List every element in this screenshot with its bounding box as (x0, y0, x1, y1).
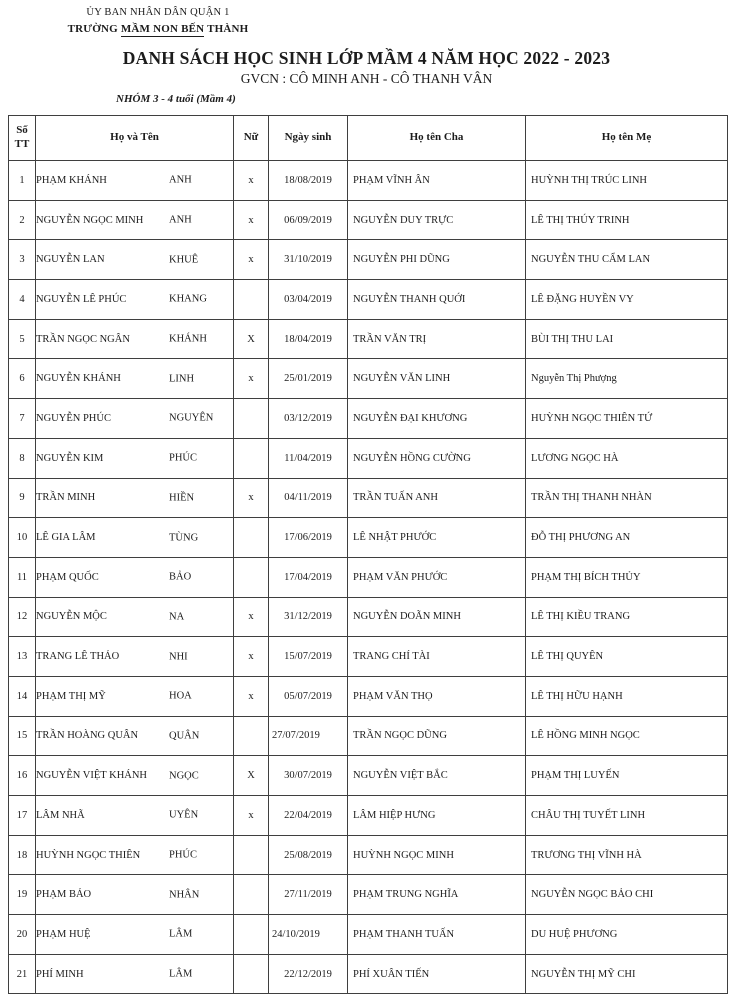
dob-cell: 22/12/2019 (269, 954, 348, 994)
student-row (9, 518, 728, 558)
student-row (9, 280, 728, 320)
school-name-underlined: MẦM NON BẾN (120, 22, 205, 35)
mother-name-cell: PHẠM THỊ LUYẾN (526, 756, 728, 796)
school-name-prefix: TRƯỜNG (67, 22, 121, 35)
mother-name-cell: TRƯƠNG THỊ VĨNH HÀ (526, 835, 728, 875)
student-name-cell (36, 915, 234, 955)
father-name-cell: NGUYỄN ĐẠI KHƯƠNG (348, 399, 526, 439)
student-given-name: KHANG (169, 293, 207, 305)
mother-name-cell: PHẠM THỊ BÍCH THỦY (526, 557, 728, 597)
female-mark-cell: x (234, 359, 269, 399)
student-row (9, 875, 728, 915)
student-given-name: PHÚC (169, 849, 198, 861)
father-name-cell: NGUYỄN HỒNG CƯỜNG (348, 438, 526, 478)
dob-cell: 17/06/2019 (269, 518, 348, 558)
female-mark-cell: x (234, 200, 269, 240)
dob-cell: 18/04/2019 (269, 319, 348, 359)
mother-name-cell: LÊ HỒNG MINH NGỌC (526, 716, 728, 756)
row-number-cell: 21 (9, 954, 36, 994)
student-name-cell (36, 240, 234, 280)
col-header-number (9, 116, 36, 161)
row-number-cell: 13 (9, 637, 36, 677)
school-name (58, 22, 258, 36)
student-row (9, 359, 728, 399)
father-name-cell: NGUYỄN VIỆT BẮC (348, 756, 526, 796)
row-number-cell: 9 (9, 478, 36, 518)
student-name-cell (36, 954, 234, 994)
dob-cell: 31/10/2019 (269, 240, 348, 280)
student-surname: TRẦN MINH (36, 492, 96, 504)
col-header-mother: Họ tên Mẹ (526, 116, 728, 161)
row-number-cell: 6 (9, 359, 36, 399)
row-number-cell: 17 (9, 796, 36, 836)
father-name-cell: NGUYỄN PHI DŨNG (348, 240, 526, 280)
row-number-cell: 4 (9, 280, 36, 320)
female-mark-cell (234, 915, 269, 955)
female-mark-cell (234, 557, 269, 597)
student-surname: HUỲNH NGỌC THIÊN (36, 849, 141, 861)
dob-cell: 06/09/2019 (269, 200, 348, 240)
mother-name-cell: ĐỖ THỊ PHƯƠNG AN (526, 518, 728, 558)
mother-name-cell: LÊ ĐẶNG HUYỀN VY (526, 280, 728, 320)
dob-cell: 17/04/2019 (269, 557, 348, 597)
female-mark-cell: X (234, 756, 269, 796)
female-mark-cell (234, 954, 269, 994)
father-name-cell: NGUYỄN THANH QUỚI (348, 280, 526, 320)
student-given-name: UYÊN (169, 809, 199, 821)
student-row (9, 557, 728, 597)
student-row (9, 835, 728, 875)
row-number-cell: 2 (9, 200, 36, 240)
female-mark-cell: x (234, 637, 269, 677)
student-name-cell (36, 200, 234, 240)
student-surname: PHẠM HUỆ (36, 928, 91, 940)
father-name-cell: PHÍ XUÂN TIẾN (348, 954, 526, 994)
dob-cell: 25/01/2019 (269, 359, 348, 399)
group-label: NHÓM 3 - 4 tuổi (Mầm 4) (116, 93, 236, 105)
student-name-cell (36, 796, 234, 836)
row-number-cell: 10 (9, 518, 36, 558)
female-mark-cell: x (234, 240, 269, 280)
student-name-cell (36, 399, 234, 439)
student-surname: TRẦN HOÀNG QUÂN (36, 730, 139, 742)
row-number-cell: 1 (9, 161, 36, 201)
row-number-cell: 7 (9, 399, 36, 439)
student-name-cell (36, 161, 234, 201)
dob-cell: 31/12/2019 (269, 597, 348, 637)
mother-name-cell: NGUYỄN THU CẨM LAN (526, 240, 728, 280)
student-name-cell (36, 756, 234, 796)
mother-name-cell: CHÂU THỊ TUYẾT LINH (526, 796, 728, 836)
student-given-name: ANH (169, 174, 192, 186)
letterhead (58, 6, 258, 36)
student-surname: PHẠM BẢO (36, 889, 92, 901)
father-name-cell: PHẠM VĨNH ÂN (348, 161, 526, 201)
student-row (9, 597, 728, 637)
father-name-cell: HUỲNH NGỌC MINH (348, 835, 526, 875)
mother-name-cell: NGUYỄN NGỌC BẢO CHI (526, 875, 728, 915)
col-header-number-line1: Số (16, 124, 28, 137)
dob-cell: 11/04/2019 (269, 438, 348, 478)
dob-cell: 27/11/2019 (269, 875, 348, 915)
col-header-female: Nữ (234, 116, 269, 161)
student-given-name: LÂM (169, 968, 193, 980)
mother-name-cell: BÙI THỊ THU LAI (526, 319, 728, 359)
student-name-cell (36, 280, 234, 320)
dob-cell: 25/08/2019 (269, 835, 348, 875)
row-number-cell: 12 (9, 597, 36, 637)
student-name-cell (36, 716, 234, 756)
student-given-name: HOA (169, 690, 192, 702)
student-surname: PHÍ MINH (36, 968, 84, 980)
female-mark-cell (234, 399, 269, 439)
student-name-cell (36, 597, 234, 637)
female-mark-cell: x (234, 478, 269, 518)
student-given-name: TÙNG (169, 532, 199, 544)
female-mark-cell: X (234, 319, 269, 359)
student-surname: NGUYỄN KHÁNH (36, 373, 121, 385)
father-name-cell: TRANG CHÍ TÀI (348, 637, 526, 677)
student-given-name: KHÁNH (169, 333, 207, 345)
mother-name-cell: DU HUỆ PHƯƠNG (526, 915, 728, 955)
student-name-cell (36, 438, 234, 478)
student-given-name: QUÂN (169, 730, 200, 742)
female-mark-cell (234, 716, 269, 756)
father-name-cell: PHẠM VĂN THỌ (348, 676, 526, 716)
student-name-cell (36, 518, 234, 558)
student-surname: NGUYỄN KIM (36, 452, 104, 464)
student-name-cell (36, 557, 234, 597)
row-number-cell: 11 (9, 557, 36, 597)
student-row (9, 200, 728, 240)
row-number-cell: 14 (9, 676, 36, 716)
father-name-cell: NGUYỄN DUY TRỰC (348, 200, 526, 240)
female-mark-cell (234, 875, 269, 915)
student-surname: LÂM NHÃ (36, 809, 85, 821)
org-name: ỦY BAN NHÂN DÂN QUẬN 1 (86, 7, 230, 18)
student-surname: NGUYỄN PHÚC (36, 412, 111, 424)
student-surname: TRẦN NGỌC NGÂN (36, 333, 130, 345)
student-name-cell (36, 319, 234, 359)
row-number-cell: 15 (9, 716, 36, 756)
mother-name-cell: Nguyễn Thị Phượng (526, 359, 728, 399)
student-surname: NGUYỄN MỘC (36, 611, 107, 623)
col-header-dob: Ngày sinh (269, 116, 348, 161)
student-surname: TRANG LÊ THẢO (36, 651, 120, 663)
student-name-cell (36, 676, 234, 716)
mother-name-cell: LÊ THỊ HỮU HẠNH (526, 676, 728, 716)
female-mark-cell (234, 438, 269, 478)
mother-name-cell: LƯƠNG NGỌC HÀ (526, 438, 728, 478)
student-surname: LÊ GIA LÂM (36, 532, 96, 544)
student-name-cell (36, 359, 234, 399)
dob-cell: 03/04/2019 (269, 280, 348, 320)
student-given-name: NHÂN (169, 889, 200, 901)
page-title: DANH SÁCH HỌC SINH LỚP MẦM 4 NĂM HỌC 2022 - 2023 (122, 48, 611, 68)
col-header-number-line2: TT (14, 138, 30, 150)
student-surname: PHẠM KHÁNH (36, 174, 107, 186)
dob-cell: 03/12/2019 (269, 399, 348, 439)
dob-cell: 27/07/2019 (269, 716, 348, 756)
student-row (9, 796, 728, 836)
student-name-cell (36, 478, 234, 518)
father-name-cell: TRẦN VĂN TRỊ (348, 319, 526, 359)
father-name-cell: TRẦN TUẤN ANH (348, 478, 526, 518)
student-given-name: NHI (169, 651, 188, 663)
student-given-name: LINH (169, 373, 195, 385)
student-table-body (9, 161, 728, 994)
student-given-name: NGUYÊN (169, 412, 214, 424)
student-surname: NGUYỄN LÊ PHÚC (36, 293, 127, 305)
col-header-name: Họ và Tên (36, 116, 234, 161)
student-row (9, 637, 728, 677)
student-row (9, 399, 728, 439)
dob-cell: 05/07/2019 (269, 676, 348, 716)
mother-name-cell: LÊ THỊ THÚY TRINH (526, 200, 728, 240)
father-name-cell: LÊ NHẬT PHƯỚC (348, 518, 526, 558)
student-name-cell (36, 875, 234, 915)
father-name-cell: PHẠM THANH TUẤN (348, 915, 526, 955)
father-name-cell: NGUYỄN VĂN LINH (348, 359, 526, 399)
father-name-cell: NGUYỄN DOÃN MINH (348, 597, 526, 637)
teacher-subtitle: GVCN : CÔ MINH ANH - CÔ THANH VÂN (240, 71, 493, 86)
mother-name-cell: LÊ THỊ KIỀU TRANG (526, 597, 728, 637)
student-surname: NGUYỄN LAN (36, 254, 105, 266)
female-mark-cell: x (234, 796, 269, 836)
mother-name-cell: LÊ THỊ QUYÊN (526, 637, 728, 677)
student-row (9, 161, 728, 201)
dob-cell: 22/04/2019 (269, 796, 348, 836)
student-row (9, 676, 728, 716)
female-mark-cell: x (234, 597, 269, 637)
student-name-cell (36, 637, 234, 677)
student-surname: NGUYỄN NGỌC MINH (36, 214, 144, 226)
father-name-cell: PHẠM VĂN PHƯỚC (348, 557, 526, 597)
student-given-name: LÂM (169, 928, 193, 940)
mother-name-cell: TRẦN THỊ THANH NHÀN (526, 478, 728, 518)
student-surname: PHẠM THỊ MỸ (36, 690, 106, 702)
female-mark-cell (234, 280, 269, 320)
student-surname: PHẠM QUỐC (36, 571, 99, 583)
student-given-name: NA (169, 611, 185, 623)
father-name-cell: PHẠM TRUNG NGHĨA (348, 875, 526, 915)
student-row (9, 438, 728, 478)
row-number-cell: 19 (9, 875, 36, 915)
student-given-name: NGỌC (169, 770, 199, 782)
student-given-name: KHUÊ (169, 254, 199, 266)
student-name-cell (36, 835, 234, 875)
row-number-cell: 8 (9, 438, 36, 478)
female-mark-cell: x (234, 676, 269, 716)
row-number-cell: 3 (9, 240, 36, 280)
father-name-cell: TRẦN NGỌC DŨNG (348, 716, 526, 756)
row-number-cell: 20 (9, 915, 36, 955)
row-number-cell: 18 (9, 835, 36, 875)
father-name-cell: LÂM HIỆP HƯNG (348, 796, 526, 836)
dob-cell: 18/08/2019 (269, 161, 348, 201)
student-row (9, 716, 728, 756)
student-given-name: ANH (169, 214, 192, 226)
student-row (9, 954, 728, 994)
table-header-row (9, 116, 728, 161)
dob-cell: 30/07/2019 (269, 756, 348, 796)
row-number-cell: 16 (9, 756, 36, 796)
dob-cell: 24/10/2019 (269, 915, 348, 955)
student-row (9, 240, 728, 280)
mother-name-cell: HUỲNH THỊ TRÚC LINH (526, 161, 728, 201)
student-row (9, 915, 728, 955)
dob-cell: 15/07/2019 (269, 637, 348, 677)
dob-cell: 04/11/2019 (269, 478, 348, 518)
student-row (9, 756, 728, 796)
mother-name-cell: NGUYỄN THỊ MỸ CHI (526, 954, 728, 994)
student-given-name: PHÚC (169, 452, 198, 464)
student-row (9, 319, 728, 359)
female-mark-cell (234, 518, 269, 558)
student-surname: NGUYỄN VIỆT KHÁNH (36, 770, 148, 782)
student-roster-table (8, 115, 728, 994)
mother-name-cell: HUỲNH NGỌC THIÊN TỨ (526, 399, 728, 439)
row-number-cell: 5 (9, 319, 36, 359)
student-row (9, 478, 728, 518)
student-given-name: HIỀN (169, 492, 195, 504)
col-header-father: Họ tên Cha (348, 116, 526, 161)
female-mark-cell: x (234, 161, 269, 201)
student-given-name: BẢO (169, 571, 192, 583)
female-mark-cell (234, 835, 269, 875)
school-name-suffix: THÀNH (204, 22, 249, 35)
